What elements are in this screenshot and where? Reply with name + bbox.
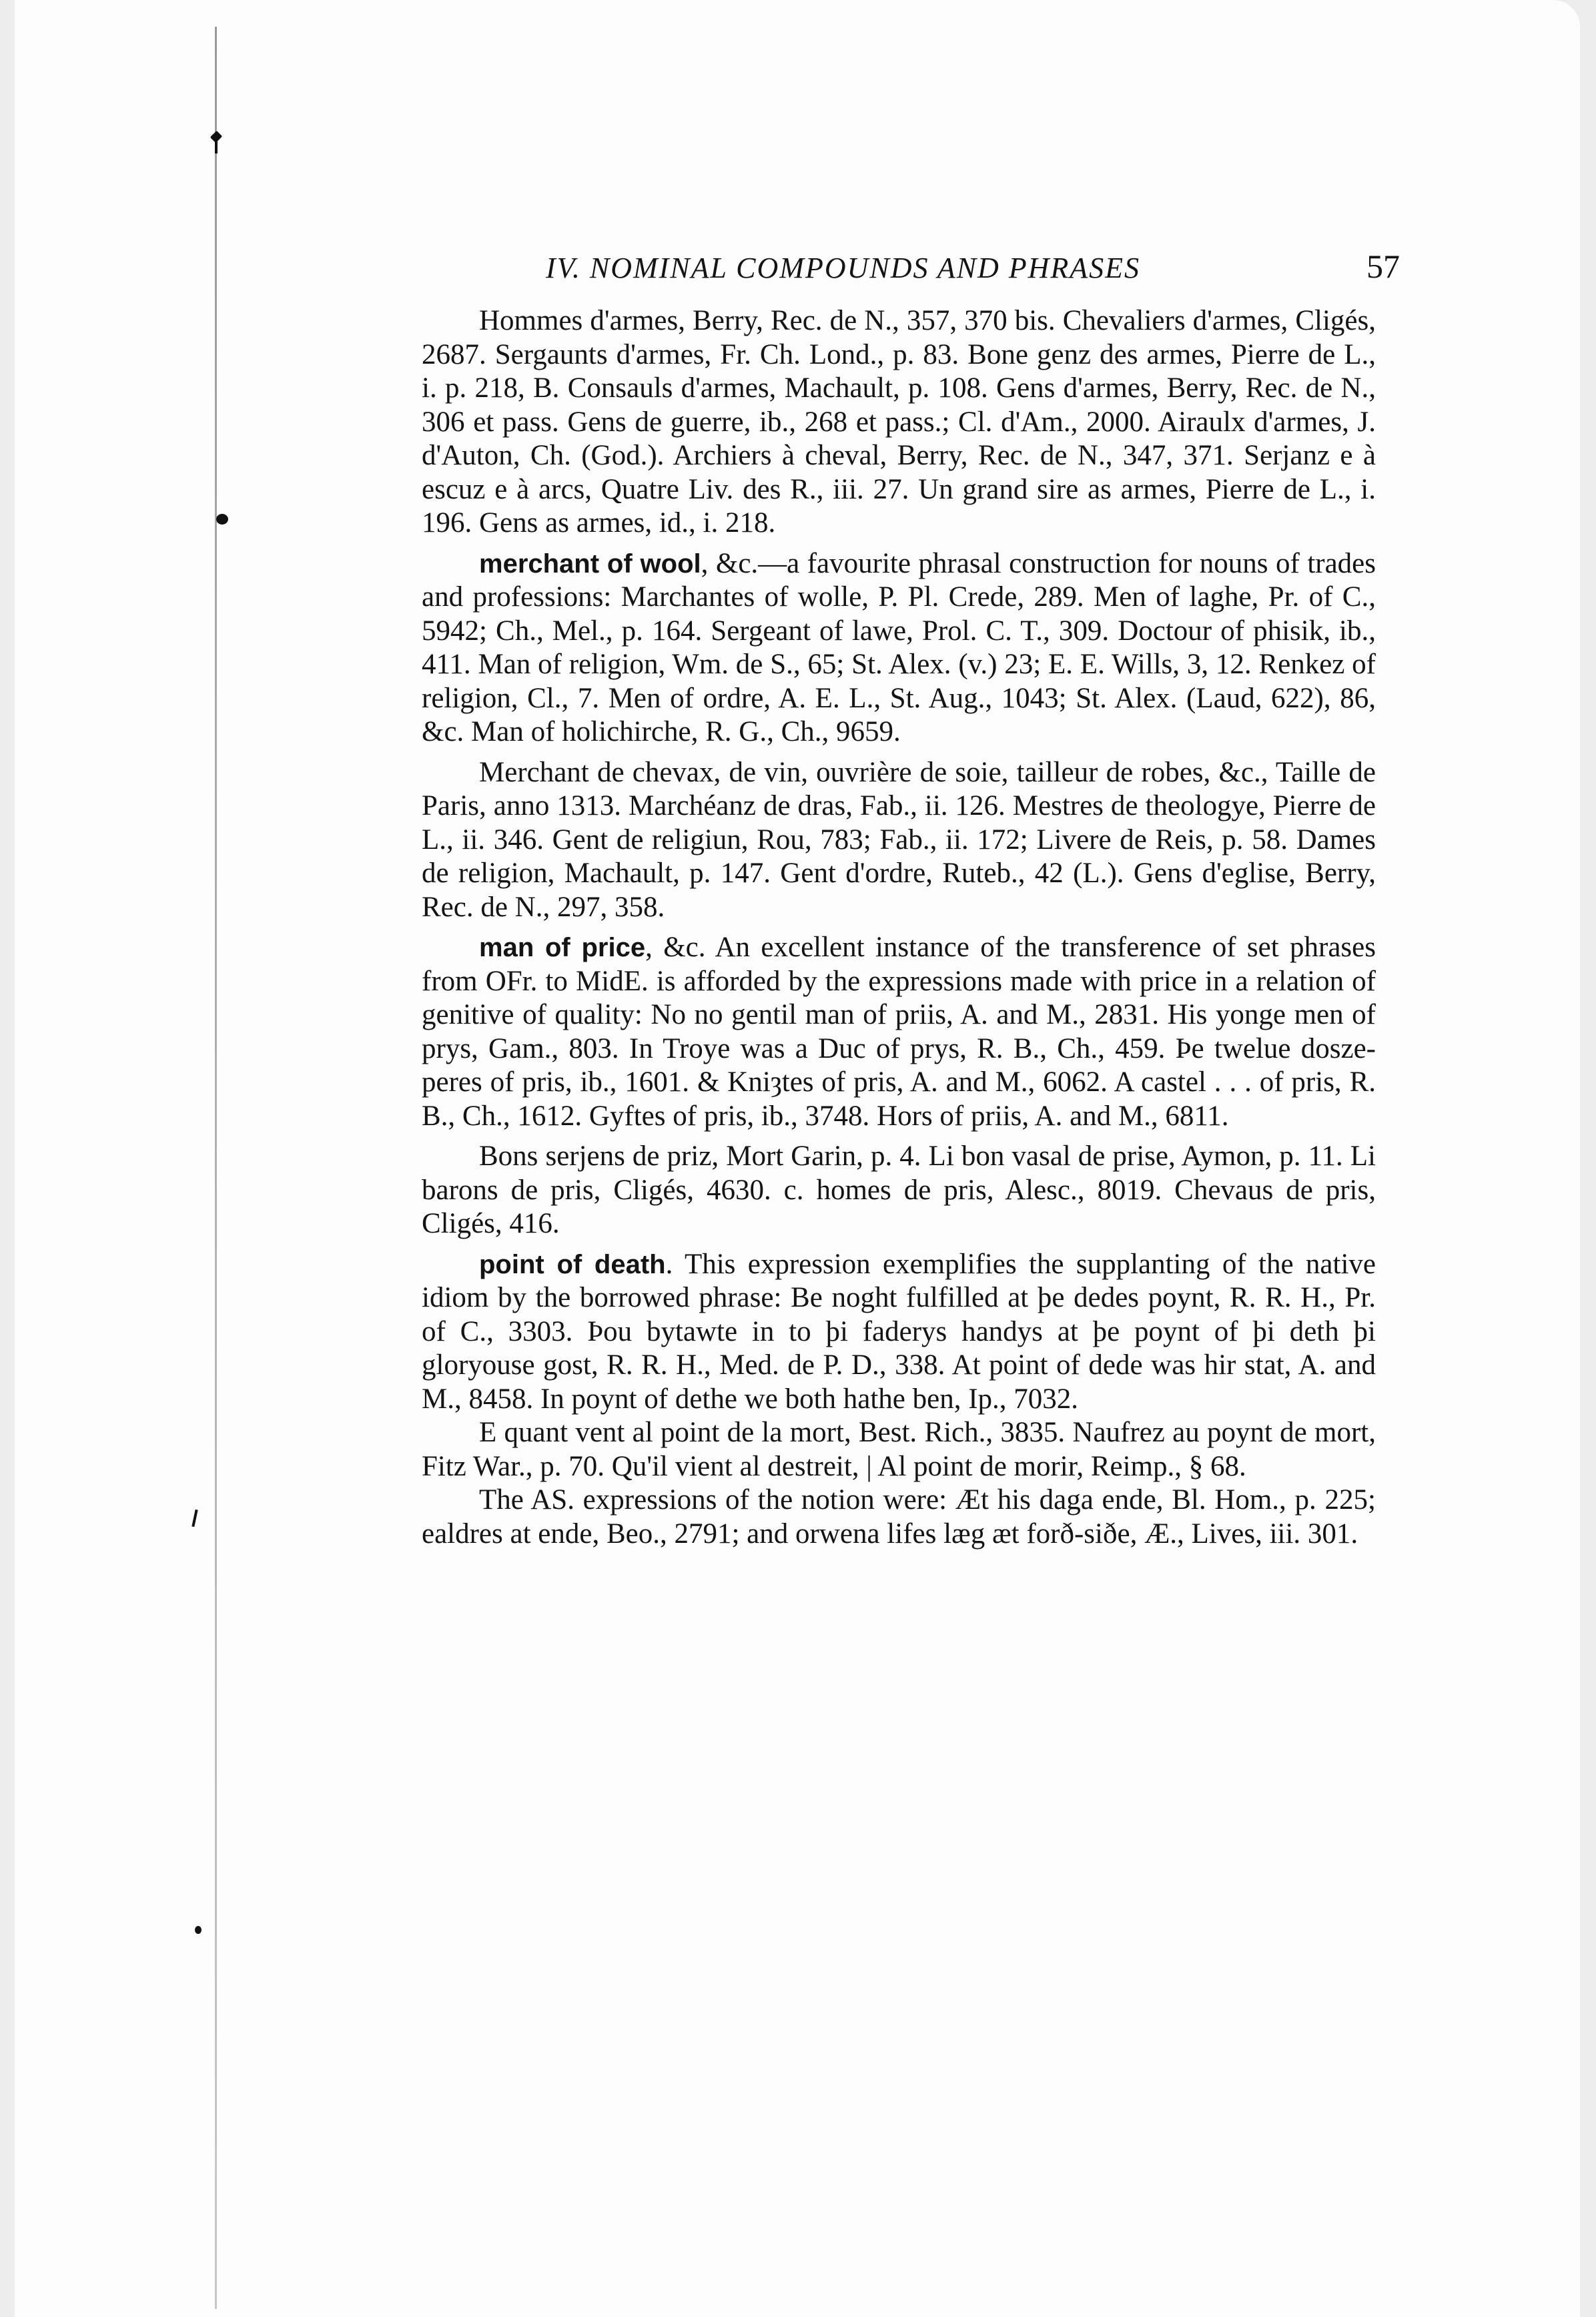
paragraph — [422, 756, 1376, 925]
paragraph-text: , &c. An excellent instance of the transference of set phrases from OFr. to MidE. is afforded by the expressions made with price in a relation of genitive of quality: No no gentil man of priis, A. and M., 2831. His yonge men of prys, Gam., 803. In Troye was a Duc of prys, R. B., Ch., 459. Þe twelue dosze-peres of pris, ib., 1601. & Kniȝtes of pris, A. and M., 6062. A castel . . . of pris, R. B., Ch., 1612. Gyftes of pris, ib., 3748. Hors of priis, A. and M., 6811. — [422, 932, 1376, 1132]
margin-mark — [215, 139, 218, 153]
page-header — [546, 247, 1400, 295]
page-number: 57 — [1366, 248, 1400, 285]
lemma-heading: man of price — [479, 933, 646, 962]
paragraph — [422, 1248, 1376, 1417]
lemma-heading: point of death — [479, 1249, 666, 1279]
paragraph — [422, 547, 1376, 749]
margin-mark — [195, 1926, 202, 1934]
paragraph — [422, 1483, 1376, 1551]
paragraph — [422, 304, 1376, 541]
running-head: IV. NOMINAL COMPOUNDS AND PHRASES — [546, 252, 1140, 284]
margin-mark — [191, 1510, 197, 1527]
book-page — [15, 0, 1580, 2317]
paragraph-text: , &c.—a favourite phrasal construction for nouns of trades and professions: Marchantes of wolle, P. Pl. Crede, 289. Men of laghe, Pr. of C., 5942; Ch., Mel., p. 164. Sergeant of lawe, Prol. C. T., 309. Doctour of phisik, ib., 411. Man of religion, Wm. de S., 65; St. Alex. (v.) 23; E. E. Wills, 3, 12. Renkez of religion, Cl., 7. Men of ordre, A. E. L., St. Aug., 1043; St. Alex. (Laud, 622), 86, &c. Man of holichirche, R. G., Ch., 9659. — [422, 547, 1376, 747]
paragraph — [422, 931, 1376, 1133]
paragraph-text: . This expression exemplifies the supplanting of the native idiom by the borrowed phrase: Be noght fulfilled at þe dedes poynt, R. R. H., Pr. of C., 3303. Þou bytawte in to þi faderys handys at þe poynt of þi deth þi gloryouse gost, R. R. H., Med. de P. D., 338. At point of dede was hir stat, A. and M., 8458. In poynt of dethe we both hathe ben, Ip., 7032. — [422, 1248, 1376, 1415]
paragraph — [422, 1416, 1376, 1483]
paragraph-text: Bons serjens de priz, Mort Garin, p. 4. Li bon vasal de prise, Aymon, p. 11. Li barons de pris, Cligés, 4630. c. homes de pris, Alesc., 8019. Chevaus de pris, Cligés, 416. — [422, 1140, 1376, 1239]
paragraph-text: The AS. expressions of the notion were: Æt his daga ende, Bl. Hom., p. 225; ealdres at ende, Beo., 2791; and orwena lifes læg æt forð-siðe, Æ., Lives, iii. 301. — [422, 1484, 1376, 1550]
paragraph — [422, 1140, 1376, 1241]
lemma-heading: merchant of wool — [479, 549, 701, 579]
paragraph-text: Merchant de chevax, de vin, ouvrière de soie, tailleur de robes, &c., Taille de Paris, anno 1313. Marchéanz de dras, Fab., ii. 126. Mestres de theologye, Pierre de L., ii. 346. Gent de religiun, Rou, 783; Fab., ii. 172; Livere de Reis, p. 58. Dames de religion, Machault, p. 147. Gent d'ordre, Ruteb., 42 (L.). Gens d'eglise, Berry, Rec. de N., 297, 358. — [422, 756, 1376, 923]
paragraph-text: Hommes d'armes, Berry, Rec. de N., 357, 370 bis. Chevaliers d'armes, Cligés, 2687. Sergaunts d'armes, Fr. Ch. Lond., p. 83. Bone genz des armes, Pierre de L., i. p. 218, B. Consauls d'armes, Machault, p. 108. Gens d'armes, Berry, Rec. de N., 306 et pass. Gens de guerre, ib., 268 et pass.; Cl. d'Am., 2000. Airaulx d'armes, J. d'Auton, Ch. (God.). Archiers à cheval, Berry, Rec. de N., 347, 371. Serjanz e à escuz e à arcs, Quatre Liv. des R., iii. 27. Un grand sire as armes, Pierre de L., i. 196. Gens as armes, id., i. 218. — [422, 305, 1376, 539]
margin-mark — [216, 514, 228, 525]
page-body — [422, 304, 1376, 1551]
page-gutter-line — [215, 27, 217, 2309]
paragraph-text: E quant vent al point de la mort, Best. Rich., 3835. Naufrez au poynt de mort, Fitz War., p. 70. Qu'il vient al destreit, | Al point de morir, Reimp., § 68. — [422, 1417, 1376, 1482]
